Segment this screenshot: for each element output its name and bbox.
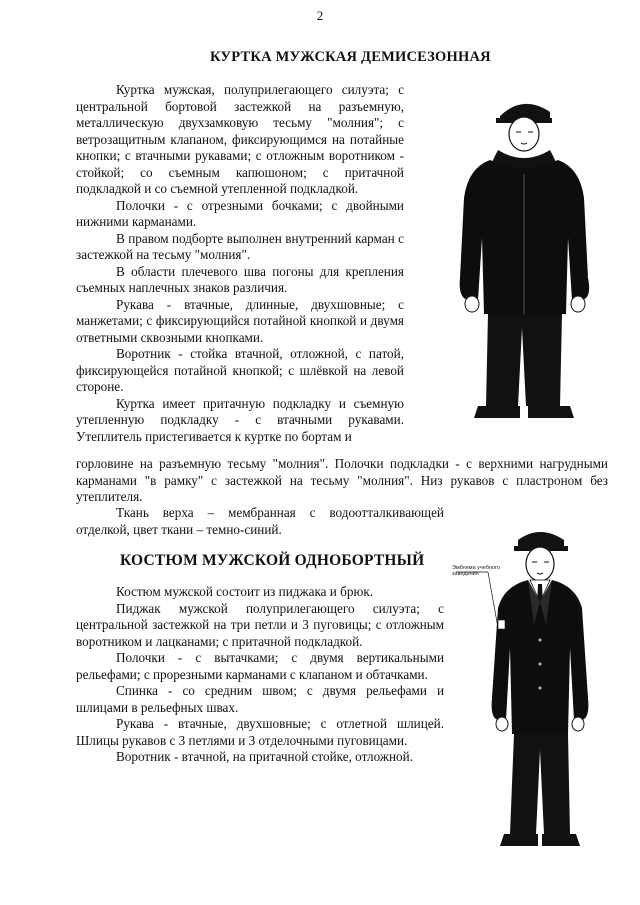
suit-paragraph: Спинка - со средним швом; с двумя рельефами и шлицами в рельефных швах. [76,683,444,715]
suit-paragraph: Рукава - втачные, двухшовные; с отлетной шлицей. Шлицы рукавов с 3 петлями и 3 отделочными пуговицами. [76,716,444,748]
jacket-paragraph-continuation: горловине на разъемную тесьму "молния". Полочки подкладки - с верхними нагрудными карманами "в рамку" с застежкой на тесьму "молния". Низ рукавов с пластроном без утеплителя. [76,456,608,504]
suit-paragraph: Воротник - втачной, на притачной стойке, отложной. [116,749,413,764]
jacket-paragraph: Воротник - стойка втачной, отложной, с патой, фиксирующейся потайной кнопкой; с шлёвкой на левой стороне. [76,346,404,394]
suit-paragraph: Костюм мужской состоит из пиджака и брюк. [116,584,374,599]
page-number: 2 [316,8,324,23]
jacket-description [76,82,404,445]
jacket-paragraph: В области плечевого шва погоны для крепления съемных наплечных знаков различия. [76,263,404,295]
suit-illustration [448,528,608,853]
jacket-description-continued [76,456,608,506]
suit-paragraph: Пиджак мужской полуприлегающего силуэта; с центральной застежкой на три петли и 3 пуговицы; с отложным воротником и лацканами; с притачной подкладкой. [76,600,444,649]
jacket-paragraph: Полочки - с отрезными бочками; с двойными нижними карманами. [76,197,404,229]
jacket-illustration [438,88,608,428]
suit-paragraph: Полочки - с вытачками; с двумя вертикальными рельефами; с прорезными карманами с клапаном и обтачками. [76,650,444,682]
jacket-paragraph: Куртка имеет притачную подкладку и съемную утепленную подкладку - с втачными рукавами. Утеплитель пристегивается к куртке по бортам и [76,395,404,444]
suit-description [76,584,444,766]
section-title-jacket: КУРТКА МУЖСКАЯ ДЕМИСЕЗОННАЯ [210,49,491,65]
jacket-fabric-paragraph: Ткань верха – мембранная с водоотталкивающей отделкой, цвет ткани – темно-синий. [76,505,444,537]
section-title-suit: КОСТЮМ МУЖСКОЙ ОДНОБОРТНЫЙ [120,552,425,569]
jacket-fabric [76,505,444,538]
jacket-paragraph: Рукава - втачные, длинные, двухшовные; с манжетами; с фиксирующийся потайной кнопкой и двумя ответными сквозными кнопками. [76,296,404,345]
jacket-paragraph: В правом подборте выполнен внутренний карман с застежкой на тесьму "молния". [76,230,404,262]
jacket-paragraph: Куртка мужская, полуприлегающего силуэта; с центральной бортовой застежкой на разъемную, металлическую двухзамковую тесьму "молния"; с ветрозащитным клапаном, фиксирующимся на потайные кнопки; с втачными рукавами; с отложным воротником - стойкой; со съемным капюшоном; с притачной подкладкой и со съемной утепленной подкладкой. [76,82,404,196]
emblem-callout-label: Эмблема учебного заведения [452,565,500,577]
